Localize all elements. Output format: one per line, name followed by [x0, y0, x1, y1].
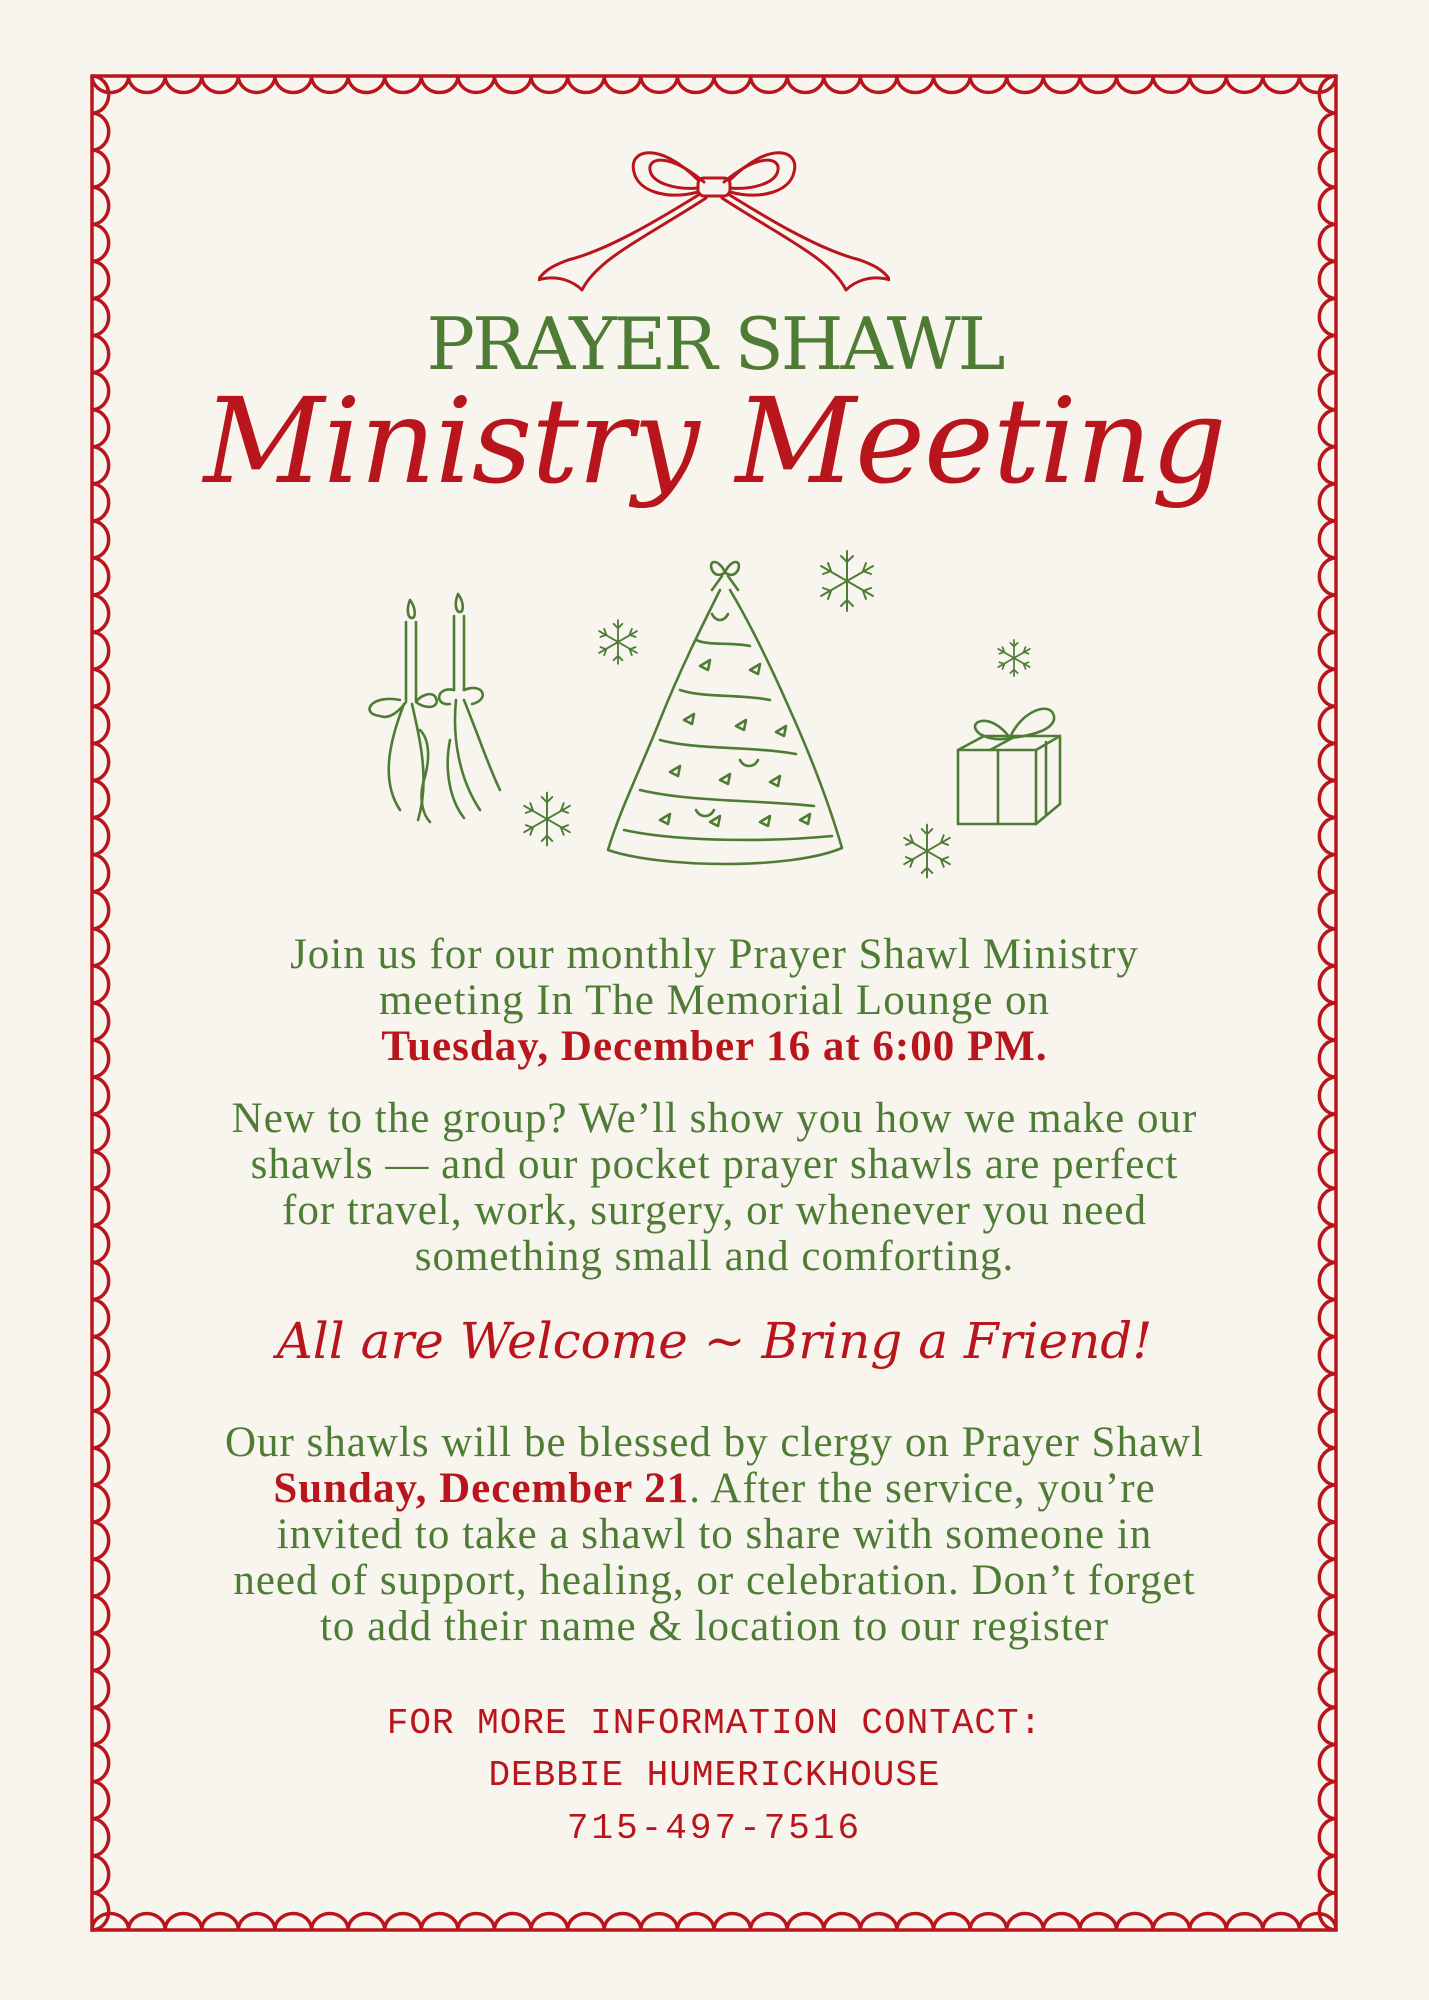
blessing-paragraph	[0, 1420, 1429, 1650]
paragraph-line: to add their name & location to our register	[319, 1603, 1110, 1650]
contact-phone: 715-497-7516	[566, 1808, 863, 1849]
new-members-paragraph	[0, 1096, 1429, 1280]
contact-heading: FOR MORE INFORMATION CONTACT:	[386, 1703, 1043, 1744]
intro-line: meeting In The Memorial Lounge on	[378, 977, 1051, 1024]
intro-line: Join us for our monthly Prayer Shawl Ministry	[290, 931, 1139, 978]
title-prayer-shawl: PRAYER SHAWL	[426, 302, 1003, 386]
candles-icon	[360, 590, 510, 830]
snowflake-icon	[994, 638, 1034, 678]
snowflake-icon	[594, 618, 642, 666]
paragraph-line	[0, 1466, 1429, 1512]
snowflake-icon	[898, 822, 956, 880]
contact-name: DEBBIE HUMERICKHOUSE	[488, 1755, 941, 1796]
paragraph-line: New to the group? We’ll show you how we make our	[231, 1095, 1198, 1142]
bow-icon	[538, 140, 890, 300]
title-ministry-meeting: Ministry Meeting	[203, 372, 1226, 510]
welcome-message: All are Welcome ~ Bring a Friend!	[276, 1312, 1153, 1370]
christmas-tree-icon	[600, 550, 850, 880]
paragraph-line: shawls — and our pocket prayer shawls are perfect	[250, 1141, 1179, 1188]
snowflake-icon	[814, 548, 880, 614]
paragraph-line: need of support, healing, or celebration. Don’t forget	[233, 1557, 1196, 1604]
gift-box-icon	[950, 700, 1070, 830]
meeting-date-time: Tuesday, December 16 at 6:00 PM.	[381, 1023, 1048, 1070]
paragraph-line: for travel, work, surgery, or whenever you need	[282, 1187, 1147, 1234]
snowflake-icon	[518, 790, 576, 848]
paragraph-line: something small and comforting.	[414, 1233, 1015, 1280]
intro-paragraph	[0, 932, 1429, 1070]
paragraph-line: invited to take a shawl to share with someone in	[276, 1511, 1153, 1558]
paragraph-text: . After the service, you’re	[689, 1465, 1156, 1512]
blessing-date: Sunday, December 21	[273, 1465, 690, 1512]
paragraph-line: Our shawls will be blessed by clergy on Prayer Shawl	[224, 1419, 1205, 1466]
